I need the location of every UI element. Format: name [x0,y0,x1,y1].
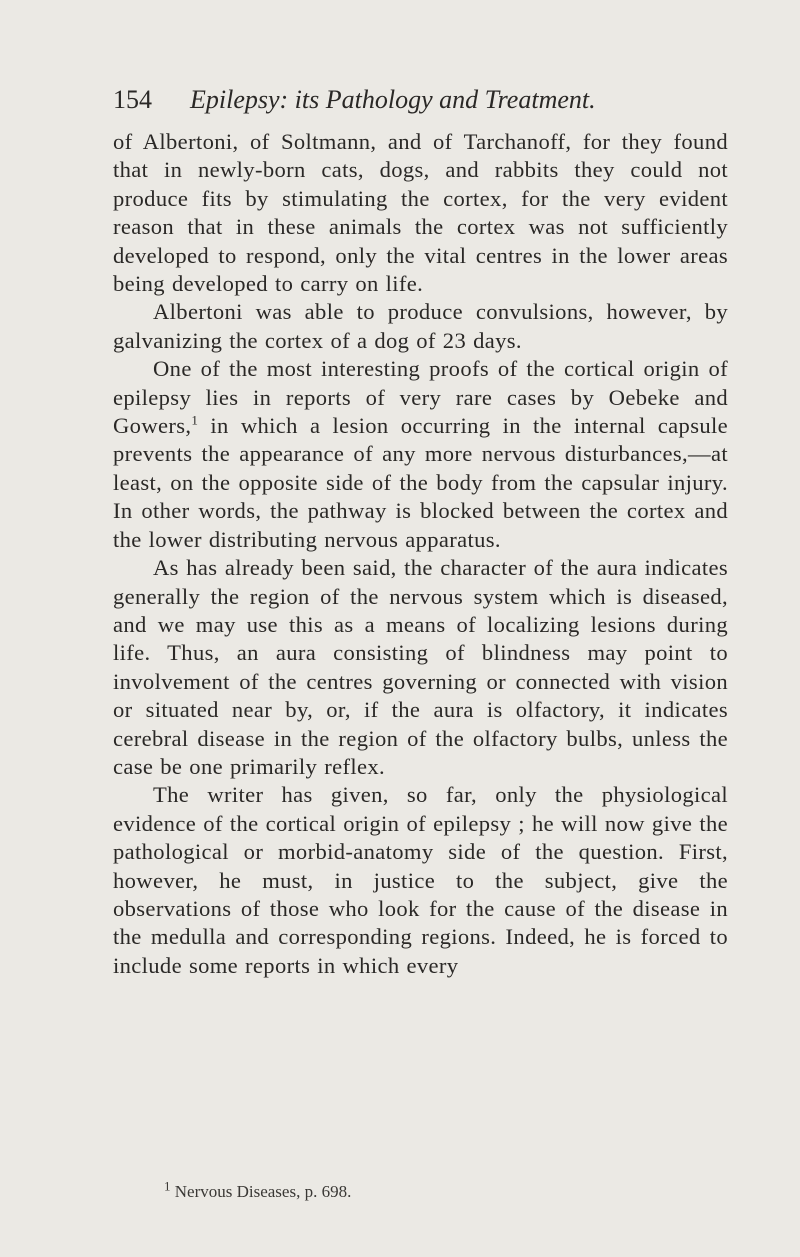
footnote-text: Nervous Diseases, p. 698. [174,1182,352,1201]
page-header [113,85,753,125]
page-number: 154 [113,85,152,114]
paragraph-2: Albertoni was able to produce convulsions, however, by galvanizing the cortex of a dog of 23 days. [113,299,728,353]
footnote-reference: 1 [191,412,199,428]
running-title: Epilepsy: its Pathology and Treatment. [190,85,596,114]
body-text [113,128,728,980]
footnote-marker: 1 [164,1178,171,1194]
paragraph-3-text: One of the most interesting proofs of the cortical origin of epilepsy lies in reports of very rare cases by Oebeke and Gowers, [113,356,728,439]
footnote [164,1178,352,1202]
paragraph-3-continuation: in which a lesion occurring in the internal capsule prevents the appearance of any more nervous disturbances,—at least, on the opposite side of the body from the capsular injury. In other words, the pathway is blocked between the cortex and the lower distributing nervous apparatus. [113,413,728,552]
paragraph-5: The writer has given, so far, only the physiological evidence of the cortical origin of epilepsy ; he will now give the pathological or morbid-anatomy side of the question. First, however, he must, in justice to the subject, give the observations of those who look for the cause of the disease in the medulla and corresponding regions. Indeed, he is forced to include some reports in which every [113,782,728,978]
paragraph-1: of Albertoni, of Soltmann, and of Tarchanoff, for they found that in newly-born cats, dogs, and rabbits they could not produce fits by stimulating the cortex, for the very evident reason that in these animals the cortex was not sufficiently developed to respond, only the vital centres in the lower areas being developed to carry on life. [113,129,728,297]
paragraph-3 [113,355,728,554]
paragraph-4: As has already been said, the character of the aura indicates generally the region of the nervous system which is diseased, and we may use this as a means of localizing lesions during life. Thus, an aura consisting of blindness may point to involvement of the centres governing or connected with vision or situated near by, or, if the aura is olfactory, it indicates cerebral disease in the region of the olfactory bulbs, unless the case be one primarily reflex. [113,555,728,779]
